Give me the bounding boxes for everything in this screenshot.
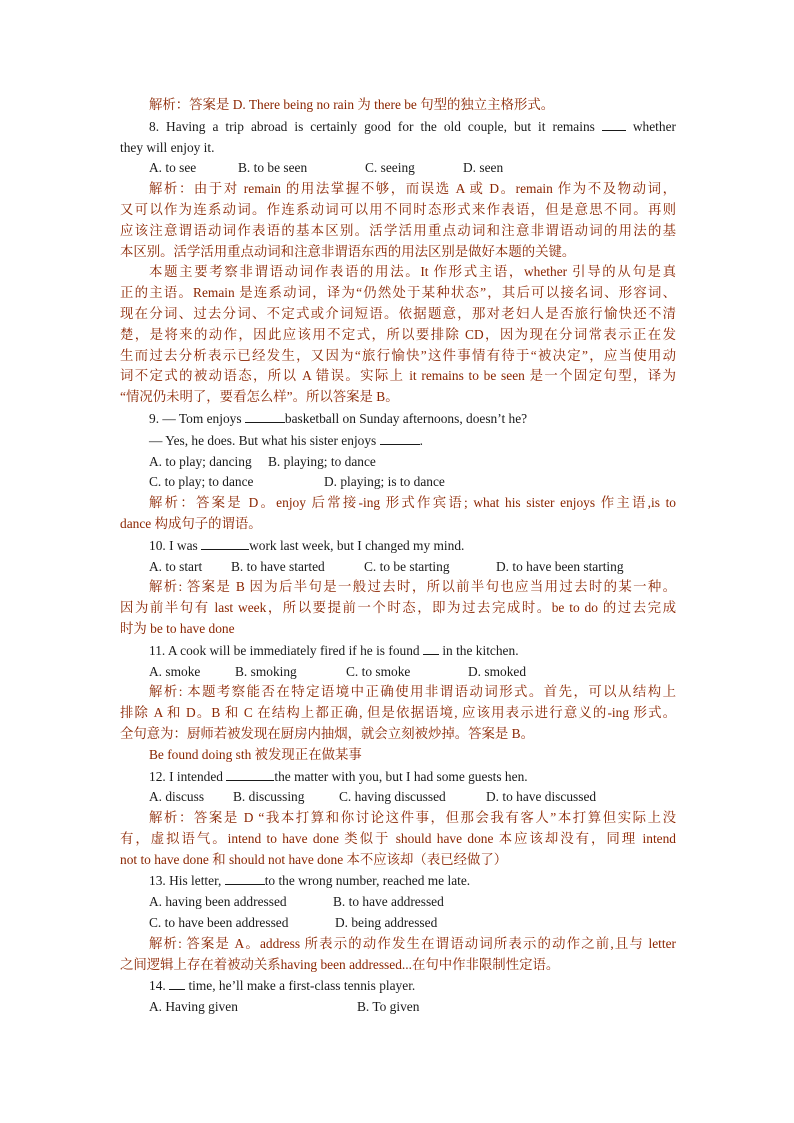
explanation-line: 解析：答案是 D. There being no rain 为 there be 句型的独立主格形式。 [149,97,555,112]
text-line: they will enjoy it. [120,139,215,155]
explanation-line: 词不定式的被动语态，所以 A 错误。实际上 it remains to be seen 是一个固定句型，译为 [120,368,676,384]
text-segment: 11. A cook will be immediately fired if he is found [149,642,423,658]
text-segment: to the wrong number, reached me late. [264,873,471,889]
answer-option: C. to have been addressed [149,915,289,931]
explanation-line: 解析: 答案是 A。address 所表示的动作发生在谓语动词所表示的动作之前,且与 letter [149,935,676,951]
answer-blank [169,975,185,990]
answer-option: B. To given [357,999,420,1015]
answer-option: D. being addressed [335,915,438,931]
answer-options [120,787,676,808]
answer-option: C. having discussed [339,789,446,805]
text-segment: the matter with you, but I had some guests hen. [274,768,528,784]
answer-blank [226,766,274,781]
explanation-line: Be found doing sth 被发现正在做某事 [149,746,362,762]
explanation-line: 生而过去分析表示已经发生，又因为“旅行愉快”这件事情有待于“被决定”，应当使用动 [120,347,676,363]
answer-option: C. to smoke [346,663,411,679]
answer-option: B. discussing [233,789,305,805]
document-page [120,95,676,1018]
explanation-line: 本题主要考察非谓语动词作表语的用法。It 作形式主语，whether 引导的从句是真 [149,264,676,280]
answer-option: D. seen [463,160,504,176]
text-segment: 10. I was [149,537,202,553]
text-segment: . [419,432,423,448]
question-text [120,766,676,788]
answer-options [120,892,676,913]
answer-options [120,662,676,683]
answer-option: B. to be seen [238,160,308,176]
answer-option: C. to be starting [364,558,450,574]
question-text [120,870,676,892]
answer-option: A. smoke [149,663,201,679]
answer-options [120,472,676,493]
answer-blank [245,408,285,423]
text-segment: in the kitchen. [438,642,519,658]
answer-option: C. to play; to dance [149,474,254,490]
explanation-line: 解析：答案是 D。enjoy 后常接-ing 形式作宾语; what his sister enjoys 作主语,is to [149,495,676,511]
explanation-line: 应该注意谓语动词作表语的基本区别。活学活用重点动词和注意非谓语动词的用法的基 [120,222,676,238]
text-segment: work last week, but I changed my mind. [249,537,465,553]
text-segment: 12. I intended [149,768,227,784]
explanation-line: 正的主语。Remain 是连系动词，译为“仍然处于某种状态”，其后可以接名词、形容词、 [120,285,676,301]
explanation-line: 因为前半句有 last week，所以要提前一个时态，即为过去完成时。be to do 的过去完成 [120,600,676,616]
explanation-line: 解析：由于对 remain 的用法掌握不够，而误选 A 或 D。remain 作为不及物动词， [149,181,676,197]
explanation-line: 排除 A 和 D。B 和 C 在结构上都正确, 但是依据语境, 应该用表示进行意义的-ing 形式。 [120,705,676,721]
explanation-line: 现在分词、过去分词、不定式或介词短语。依据题意，那对老妇人是否旅行愉快还不清 [120,305,676,321]
text-segment: 13. His letter, [149,873,225,889]
answer-option: A. to start [149,558,203,574]
explanation-line: 楚，是将来的动作，因此应该用不定式，所以要排除 CD，因为现在分词常表示正在发 [120,326,676,342]
text-segment: 8. Having a trip abroad is certainly good for the old couple, but it remains [149,118,602,134]
text-segment: basketball on Sunday afternoons, doesn’t he? [284,410,528,426]
answer-options [120,997,676,1018]
explanation-line: 全句意为：厨师若被发现在厨房内抽烟，就会立刻被炒掉。答案是 B。 [120,725,534,741]
text-segment: 9. — Tom enjoys [149,410,245,426]
answer-option: A. having been addressed [149,894,287,910]
explanation-line: 解析: 本题考察能否在特定语境中正确使用非谓语动词形式。首先，可以从结构上 [149,684,676,700]
question-text [120,640,676,662]
explanation-line: dance 构成句子的谓语。 [120,515,262,531]
text-segment: — Yes, he does. But what his sister enjoys [149,432,380,448]
explanation-line: 有，虚拟语气。intend to have done 类似于 should have done 本应该却没有，同理 intend [120,830,676,846]
answer-option: D. playing; is to dance [324,474,445,490]
answer-option: D. to have discussed [486,789,597,805]
answer-option: A. to play; dancing [149,453,252,469]
explanation-line: 又可以作为连系动词。作连系动词可以用不同时态形式来作表语，但是意思不同。再则 [120,201,676,217]
answer-blank [380,430,420,445]
question-text [120,408,676,430]
answer-options [120,557,676,578]
explanation-line: 之间逻辑上存在着被动关系having been addressed...在句中作非限制性定语。 [120,956,560,972]
answer-option: B. to have started [231,558,325,574]
answer-option: C. seeing [365,160,415,176]
text-segment: 14. [149,978,170,994]
question-text [120,430,676,452]
answer-blank [225,870,265,885]
answer-option: D. to have been starting [496,558,624,574]
answer-blank [201,535,249,550]
answer-option: A. to see [149,160,197,176]
question-text [120,116,676,138]
answer-option: A. Having given [149,999,238,1015]
answer-option: B. smoking [235,663,297,679]
answer-options [120,913,676,934]
answer-option: B. playing; to dance [268,453,376,469]
explanation-line: 解析：答案是 D “我本打算和你讨论这件事，但那会我有客人”本打算但实际上没 [149,810,676,826]
answer-option: B. to have addressed [333,894,444,910]
answer-blank [423,640,439,655]
explanation-line: “情况仍未明了，要看怎么样”。所以答案是 B。 [120,389,399,405]
question-text [120,535,676,557]
explanation-line: 解析: 答案是 B 因为后半句是一般过去时，所以前半句也应当用过去时的某一种。 [149,579,676,595]
explanation-line: 本区别。活学活用重点动词和注意非谓语东西的用法区别是做好本题的关键。 [120,243,576,259]
answer-option: D. smoked [468,663,527,679]
question-text [120,975,676,997]
text-segment: whether [625,118,676,134]
answer-option: A. discuss [149,789,205,805]
answer-options [120,158,676,179]
answer-blank [602,116,626,131]
explanation-line: 时为 be to have done [120,620,235,636]
text-segment: time, he’ll make a first-class tennis player. [185,978,416,994]
explanation-line: not to have done 和 should not have done 本不应该却（表已经做了） [120,851,508,867]
answer-options [120,452,676,473]
